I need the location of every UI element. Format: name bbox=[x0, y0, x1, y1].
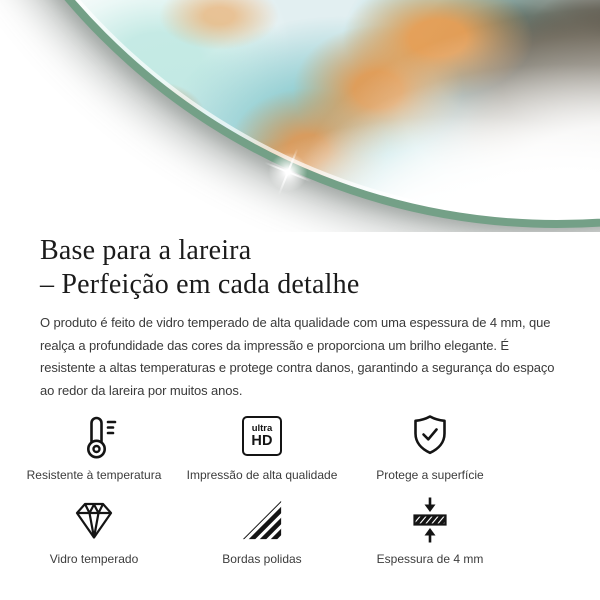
feature-surface-protection bbox=[346, 412, 514, 482]
feature-print-quality bbox=[178, 412, 346, 482]
feature-tempered-glass bbox=[10, 496, 178, 566]
feature-label: Vidro temperado bbox=[49, 552, 139, 566]
ultra-hd-badge bbox=[242, 416, 282, 456]
sparkle-glint bbox=[263, 147, 313, 197]
page-title-line1: Base para a lareira bbox=[40, 235, 252, 266]
ultra-hd-icon bbox=[242, 412, 282, 460]
thickness-icon bbox=[406, 496, 454, 544]
feature-label: Espessura de 4 mm bbox=[376, 552, 484, 566]
page-title bbox=[40, 234, 564, 302]
shield-check-icon bbox=[406, 412, 454, 460]
feature-polished-edges bbox=[178, 496, 346, 566]
polished-edges-icon bbox=[240, 496, 284, 544]
feature-grid bbox=[10, 412, 600, 566]
diamond-icon bbox=[70, 496, 118, 544]
feature-temperature bbox=[10, 412, 178, 482]
product-hero-image bbox=[0, 0, 600, 232]
feature-label: Protege a superfície bbox=[376, 468, 484, 482]
feature-label: Resistente à temperatura bbox=[26, 468, 162, 482]
ultra-hd-badge-bottom: HD bbox=[251, 433, 273, 449]
page-title-line2: – Perfeição em cada detalhe bbox=[40, 269, 360, 300]
feature-thickness bbox=[346, 496, 514, 566]
feature-label: Impressão de alta qualidade bbox=[186, 468, 338, 482]
product-description-section bbox=[0, 234, 600, 402]
ultra-hd-badge-top: ultra bbox=[251, 422, 273, 434]
product-description-text: O produto é feito de vidro temperado de alta qualidade com uma espessura de 4 mm, que realça a profundidade das cores da impressão e proporciona um brilho elegante. É resistente a altas temperaturas e protege contra danos, garantindo a segurança do espaço ao redor da lareira por muitos anos. bbox=[40, 315, 555, 398]
thermometer-icon bbox=[70, 412, 118, 460]
feature-label: Bordas polidas bbox=[222, 552, 302, 566]
